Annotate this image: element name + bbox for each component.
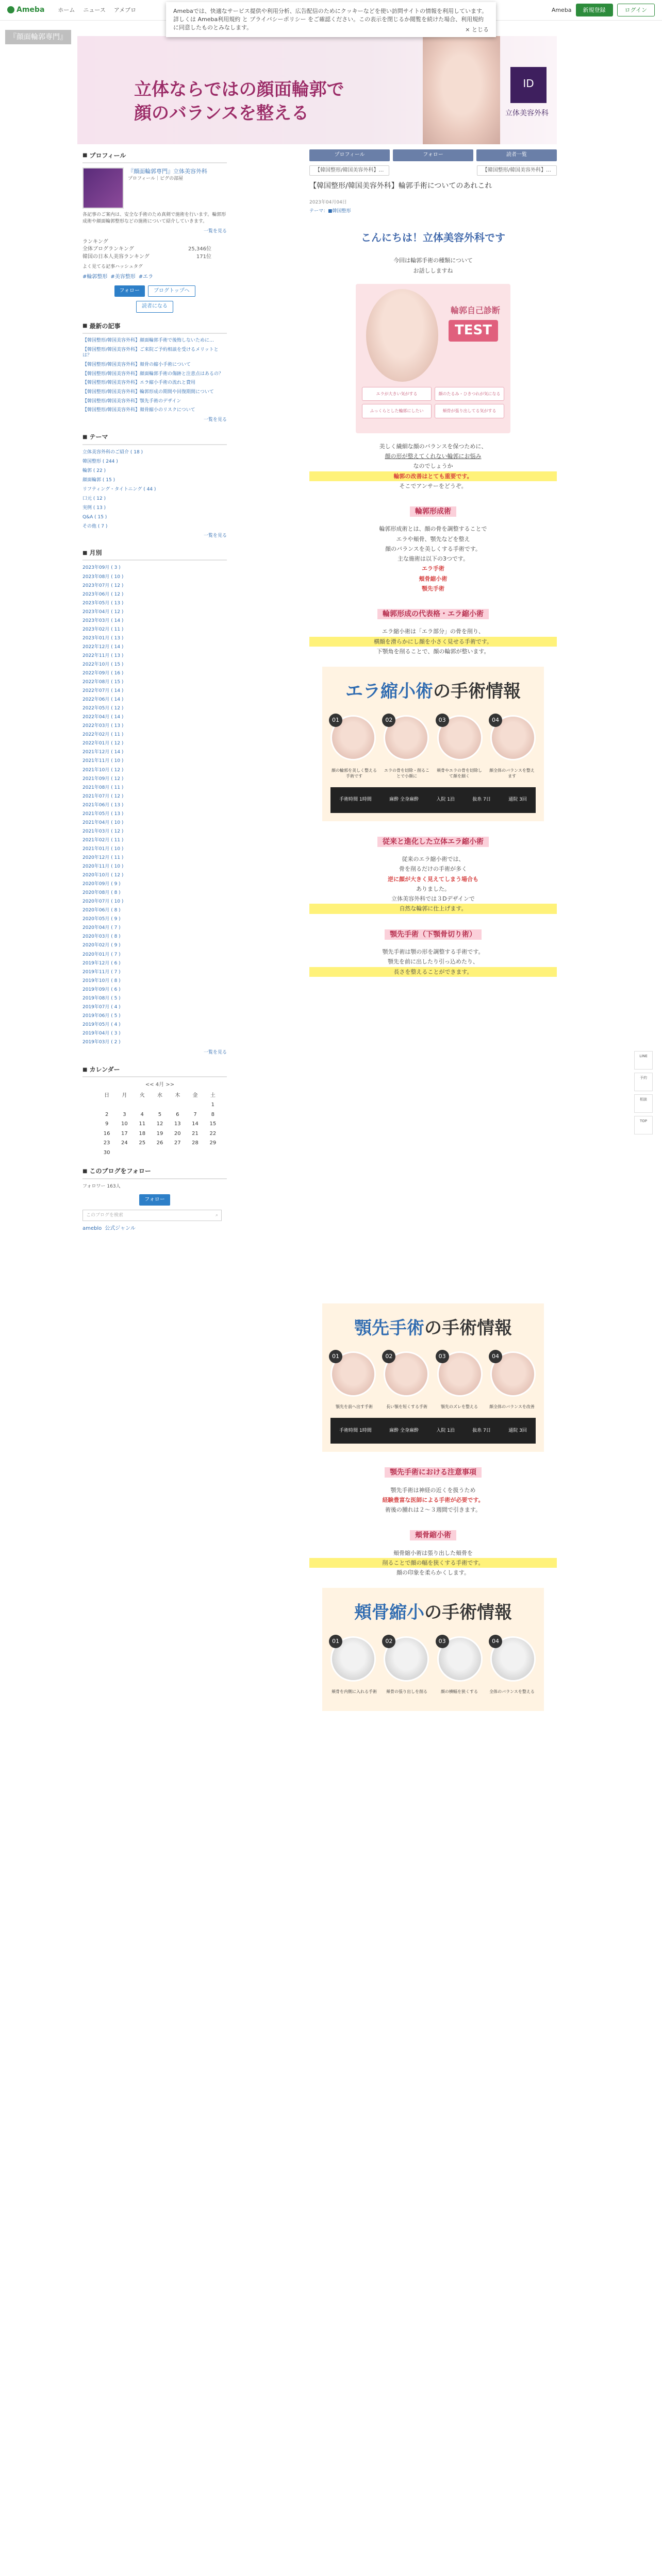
archive-link[interactable]: 2022年04月 ( 14 ) [82, 715, 124, 720]
face-image: 01 [330, 1351, 376, 1397]
paragraph: 顎先手術は神経の近くを扱うため 経験豊富な医師による手術が必要です。 術後の腫れは２〜３週間で引きます。 [382, 1486, 484, 1514]
archive-link[interactable]: 2023年03月 ( 14 ) [82, 618, 124, 623]
calendar-day[interactable]: 23 [103, 1140, 110, 1146]
banner-line1: 立体ならではの顔面輪郭で [134, 79, 344, 100]
archive-link[interactable]: 2022年05月 ( 12 ) [82, 706, 124, 711]
clinic-logo: ID [510, 67, 547, 103]
archive-link[interactable]: 2019年06月 ( 5 ) [82, 1013, 121, 1019]
theme-link[interactable]: 顔面輪郭 ( 15 ) [82, 477, 115, 483]
folder-icon: ■ [82, 434, 88, 440]
archive-link[interactable]: 2020年09月 ( 9 ) [82, 882, 121, 887]
cookie-banner [166, 2, 496, 37]
calendar-day[interactable]: 9 [105, 1121, 109, 1127]
follow-button[interactable]: フォロー [114, 285, 145, 297]
follow-heading: ■ このブログをフォロー [82, 1165, 227, 1179]
archive-link[interactable]: 2020年08月 ( 8 ) [82, 890, 121, 896]
archive-link[interactable]: 2023年04月 ( 12 ) [82, 609, 124, 615]
calendar-section [82, 1063, 227, 1158]
archive-link[interactable]: 2019年03月 ( 2 ) [82, 1039, 121, 1045]
calendar-day[interactable]: 26 [156, 1140, 163, 1146]
intro-paragraph: 今回は輪郭手術の種類について お話ししますね [393, 257, 473, 274]
banner-line2: 顔のバランスを整える [134, 103, 309, 124]
calendar [98, 1081, 222, 1158]
profile-more-link[interactable]: 一覧を見る [203, 229, 227, 234]
calendar-day[interactable]: 27 [174, 1140, 181, 1146]
follow-section [82, 1165, 227, 1232]
archive-heading: ■ 月別 [82, 547, 227, 561]
header-actions [552, 4, 655, 17]
face-image: 04 [490, 715, 536, 760]
paragraph: 美しく繊細な顔のバランスを保つために、 顔の形が整えてくれない輪郭にお悩み なのでしょうか 輪郭の改善はとても重要です。 そこでアンサーをどうぞ。 [309, 442, 557, 491]
follower-count[interactable]: フォロワー 163人 [82, 1183, 121, 1189]
archive-link[interactable]: 2020年10月 ( 12 ) [82, 873, 124, 878]
calendar-day[interactable]: 1 [211, 1102, 215, 1108]
calendar-day[interactable]: 12 [156, 1121, 163, 1127]
archive-link[interactable]: 2022年06月 ( 14 ) [82, 697, 124, 703]
test-option: エラが大きい気がする [362, 387, 432, 401]
pager [309, 165, 557, 176]
archive-link[interactable]: 2022年09月 ( 16 ) [82, 671, 124, 676]
hashtag-title: よく見てる記事ハッシュタグ [82, 264, 143, 270]
footer-link[interactable]: ameblo [82, 1226, 102, 1232]
test-option: 頬骨が張り出してる気がする [435, 404, 504, 418]
calendar-day[interactable]: 11 [139, 1121, 146, 1127]
archive-link[interactable]: 2022年11月 ( 13 ) [82, 653, 124, 658]
header-nav [58, 6, 136, 14]
archive-link[interactable]: 2020年11月 ( 10 ) [82, 864, 124, 870]
calendar-icon: ■ [82, 550, 88, 556]
nav-ameblo[interactable]: アメブロ [113, 6, 137, 13]
blog-title[interactable]: 『顔面輪郭専門』 [5, 30, 71, 44]
theme-link[interactable]: 実例 ( 13 ) [82, 505, 106, 511]
calendar-day[interactable] [186, 1148, 204, 1158]
model-face-image [423, 36, 500, 144]
archive-more-link[interactable]: 一覧を見る [203, 1050, 227, 1056]
calendar-day[interactable] [204, 1148, 222, 1158]
calendar-heading: ■ カレンダー [82, 1063, 227, 1077]
cookie-text: Amebaでは、快適なサービス提供や利用分析、広告配信のためにクッキーなどを使い訪問サイトの情報を利用しています。詳しくは Ameba利用規約 と プライバシーポリシー をご確認ください。この表示を閉じるか閲覧を続けた場合、利用規約に同意したものとみなします。 [173, 8, 488, 31]
calendar-day[interactable] [169, 1148, 186, 1158]
calendar-day[interactable] [115, 1100, 133, 1110]
hashtag[interactable]: #輪郭整形 [82, 274, 108, 280]
calendar-day[interactable] [151, 1148, 169, 1158]
calendar-day[interactable] [151, 1100, 169, 1110]
profile-icon: ■ [82, 152, 88, 159]
ranking-title: ランキング [82, 239, 108, 245]
nav-readers[interactable]: 読者一覧 [476, 149, 557, 161]
archive-link[interactable]: 2023年06月 ( 12 ) [82, 591, 124, 597]
clinic-name: 立体美容外科 [505, 109, 549, 117]
archive-link[interactable]: 2022年02月 ( 11 ) [82, 732, 124, 738]
card-info-strip: 手術時間 1時間 麻酔 全身麻酔 入院 1泊 抜糸 7日 通院 3回 [330, 1418, 536, 1444]
archive-link[interactable]: 2020年02月 ( 9 ) [82, 943, 121, 948]
calendar-day[interactable]: 5 [158, 1111, 162, 1117]
archive-link[interactable]: 2023年09月 ( 3 ) [82, 565, 121, 571]
archive-link[interactable]: 2019年10月 ( 8 ) [82, 978, 121, 984]
ameba-mark-icon [7, 6, 14, 13]
calendar-day[interactable]: 3 [123, 1111, 126, 1117]
calendar-day[interactable] [134, 1100, 151, 1110]
register-button[interactable]: 新規登録 [576, 4, 613, 17]
archive-link[interactable]: 2022年07月 ( 14 ) [82, 688, 124, 694]
calendar-day[interactable]: 14 [192, 1121, 198, 1127]
archive-link[interactable]: 2020年05月 ( 9 ) [82, 917, 121, 922]
calendar-day[interactable]: 8 [211, 1111, 215, 1117]
section-heading: 輪郭形成の代表格・エラ縮小術 [309, 609, 557, 619]
card-desc: 全体のバランスを整える [489, 1689, 535, 1694]
archive-link[interactable]: 2023年05月 ( 13 ) [82, 600, 124, 606]
recent-article-link[interactable]: 【韓国整形/韓国美容外科】顔面輪郭手術の傷跡と注意点はあるの？ [82, 371, 224, 377]
rank-row[interactable]: 韓国の日本人美容ランキング 171位 [82, 253, 211, 260]
card-desc: 顔の輪郭を美しく整える手術です [332, 768, 377, 778]
card-title: 顎先手術の手術情報 [354, 1317, 512, 1338]
profile-sub[interactable]: プロフィール｜ピグの部屋 [128, 176, 184, 182]
calendar-weekday: 土 [210, 1092, 216, 1098]
nav-follow[interactable]: フォロー [393, 149, 473, 161]
hashtag[interactable]: #エラ [138, 274, 154, 280]
global-header [0, 0, 662, 33]
calendar-day[interactable]: 20 [174, 1130, 181, 1137]
recent-article-link[interactable]: 【韓国整形/韓国美容外科】エラ縮小手術の流れと費用 [82, 380, 196, 386]
face-image: 04 [490, 1351, 536, 1397]
prev-article-link[interactable]: 【韓国整形/韓国美容外科】… [309, 165, 389, 176]
archive-link[interactable]: 2019年05月 ( 4 ) [82, 1022, 121, 1027]
theme-link[interactable]: 韓国整形 ( 244 ) [82, 459, 118, 464]
surgery-info-card [322, 1588, 544, 1710]
archive-link[interactable]: 2021年09月 ( 12 ) [82, 776, 124, 782]
archive-link[interactable]: 2020年06月 ( 8 ) [82, 908, 121, 913]
theme-link[interactable]: Q&A ( 15 ) [82, 514, 107, 520]
archive-link[interactable]: 2023年01月 ( 13 ) [82, 635, 124, 641]
surgery-info-card [322, 667, 544, 821]
skull-image: 01 [330, 1636, 376, 1682]
skull-image: 02 [384, 1636, 429, 1682]
section-heading: 輪郭形成術 [309, 506, 557, 517]
float-line-button[interactable]: LINE [634, 1051, 653, 1070]
user-icon: ■ [82, 1168, 88, 1174]
calendar-day[interactable] [186, 1100, 204, 1110]
calendar-day[interactable]: 28 [192, 1140, 198, 1146]
profile-heading: ■ プロフィール [82, 149, 227, 163]
profile-text: 各記事のご案内は、安全な手術のため真剣で施術を行います。輪郭形成術や顔面輪郭整形などの施術について紹介していきます。 [82, 212, 226, 225]
float-consult-button[interactable]: 相談 [634, 1094, 653, 1113]
face-image: 03 [437, 1351, 483, 1397]
calendar-icon: ■ [82, 1066, 88, 1073]
login-button[interactable]: ログイン [617, 4, 655, 17]
archive-link[interactable]: 2023年02月 ( 11 ) [82, 626, 124, 632]
theme-link[interactable]: その他 ( 7 ) [82, 523, 108, 529]
archive-link[interactable]: 2022年03月 ( 13 ) [82, 723, 124, 729]
recent-article-link[interactable]: 【韓国整形/韓国美容外科】ご来院ご予約相談を受けるメリットとは？ [82, 347, 219, 359]
theme-link[interactable]: 輪郭 ( 22 ) [82, 468, 106, 473]
test-badge: TEST [449, 320, 498, 342]
archive-link[interactable]: 2020年03月 ( 8 ) [82, 934, 121, 940]
theme-section [82, 431, 227, 539]
archive-link[interactable]: 2022年01月 ( 12 ) [82, 741, 124, 747]
recent-article-link[interactable]: 【韓国整形/韓国美容外科】輪郭形成の期間や回復期間について [82, 389, 214, 395]
article-column [309, 149, 557, 1721]
ranking [82, 239, 227, 261]
card-desc: 顎先のズレを整える [441, 1404, 478, 1410]
test-option: ふっくらとした輪郭にしたい [362, 404, 432, 418]
theme-link[interactable]: リフティング・タイトニング ( 44 ) [82, 486, 156, 492]
recent-more-link[interactable]: 一覧を見る [203, 417, 227, 423]
section-heading: 従来と進化した立体エラ縮小術 [309, 837, 557, 847]
nav-profile[interactable]: プロフィール [309, 149, 390, 161]
archive-link[interactable]: 2021年01月 ( 10 ) [82, 846, 124, 852]
card-desc: 頬骨の張り出しを削る [386, 1689, 427, 1694]
search-input[interactable]: このブログを検索 ⌕ [82, 1210, 222, 1221]
archive-section [82, 547, 227, 1056]
section-heading: 顎先手術における注意事項 [309, 1467, 557, 1478]
archive-link[interactable]: 2019年11月 ( 7 ) [82, 969, 121, 975]
blog-header-banner[interactable] [77, 36, 557, 144]
skull-image: 04 [490, 1636, 536, 1682]
calendar-day[interactable]: 2 [105, 1111, 109, 1117]
archive-link[interactable]: 2020年01月 ( 7 ) [82, 952, 121, 957]
theme-link[interactable]: 立体美容外科のご紹介 ( 18 ) [82, 449, 143, 455]
face-image: 01 [330, 715, 376, 760]
calendar-day[interactable]: 7 [193, 1111, 197, 1117]
skull-image: 03 [437, 1636, 483, 1682]
calendar-day[interactable]: 17 [121, 1130, 128, 1137]
archive-link[interactable]: 2020年04月 ( 7 ) [82, 925, 121, 931]
card-desc: 頬骨を内側に入れる手術 [332, 1689, 377, 1694]
calendar-day[interactable] [115, 1148, 133, 1158]
archive-link[interactable]: 2023年07月 ( 12 ) [82, 583, 124, 588]
card-desc: エラの骨を切除・削ることで小顔に [384, 768, 429, 778]
rank-row[interactable]: 全体ブログランキング 25,346位 [82, 246, 211, 252]
archive-link[interactable]: 2019年12月 ( 6 ) [82, 960, 121, 966]
card-info-strip: 手術時間 1時間 麻酔 全身麻酔 入院 1泊 抜糸 7日 通院 3回 [330, 787, 536, 813]
model-face-image [366, 289, 438, 382]
paragraph: 顎先手術は顎の形を調整する手術です。 顎先を前に出したり引っ込めたり、 長さを整えることができます。 [309, 947, 557, 977]
calendar-day[interactable]: 24 [121, 1140, 128, 1146]
paragraph: 従来のエラ縮小術では、 骨を削るだけの手術が多く 逆に顔が大きく見えてしまう場合も ありました。 立体美容外科では３Dデザインで 自然な輪郭に仕上げます。 [309, 854, 557, 914]
article-theme[interactable]: テーマ：■韓国整形 [309, 209, 351, 214]
recent-heading: ■ 最新の記事 [82, 320, 227, 334]
calendar-day[interactable]: 25 [139, 1140, 146, 1146]
card-desc: 顔全体のバランスを整えます [489, 768, 535, 778]
self-test-image [356, 284, 510, 433]
recent-article-link[interactable]: 【韓国整形/韓国美容外科】顔面輪郭手術で後悔しないために… [82, 337, 214, 343]
footer-link[interactable]: 公式ジャンル [105, 1226, 136, 1232]
greeting-heading: こんにちは！立体美容外科です [361, 231, 505, 244]
hashtags [82, 274, 227, 281]
calendar-day[interactable]: 10 [121, 1121, 128, 1127]
card-desc: 顔の横幅を狭くする [441, 1689, 478, 1694]
calendar-day[interactable]: 30 [103, 1149, 110, 1156]
archive-link[interactable]: 2022年08月 ( 15 ) [82, 680, 124, 685]
float-top-button[interactable]: TOP [634, 1116, 653, 1134]
calendar-month[interactable]: << 4月 >> [145, 1082, 175, 1088]
calendar-weekday: 日 [104, 1092, 110, 1098]
calendar-day[interactable] [98, 1100, 115, 1110]
calendar-day[interactable]: 29 [209, 1140, 217, 1146]
calendar-day[interactable]: 6 [176, 1111, 179, 1117]
theme-more-link[interactable]: 一覧を見る [203, 533, 227, 539]
archive-link[interactable]: 2021年02月 ( 11 ) [82, 837, 124, 843]
card-desc: 長い顎を短くする手術 [386, 1404, 427, 1410]
surgery-info-card [322, 1303, 544, 1452]
theme-heading: ■ テーマ [82, 431, 227, 445]
section-heading: 顎先手術（下顎骨切り術） [309, 929, 557, 940]
test-label: 輪郭自己診断 [450, 305, 500, 315]
archive-link[interactable]: 2021年11月 ( 10 ) [82, 758, 124, 764]
calendar-day[interactable]: 13 [174, 1121, 181, 1127]
face-image: 02 [384, 715, 429, 760]
recent-article-link[interactable]: 【韓国整形/韓国美容外科】顎先手術のデザイン [82, 398, 181, 404]
archive-link[interactable]: 2019年08月 ( 5 ) [82, 995, 121, 1001]
recent-article-link[interactable]: 【韓国整形/韓国美容外科】頬骨縮小のリスクについて [82, 408, 195, 413]
card-desc: 顎先を前へ出す手術 [336, 1404, 373, 1410]
recent-article-link[interactable]: 【韓国整形/韓国美容外科】頬骨の縮小手術について [82, 362, 191, 368]
hashtag[interactable]: #美容整形 [110, 274, 136, 280]
archive-link[interactable]: 2021年05月 ( 13 ) [82, 811, 124, 817]
profile-section [82, 149, 227, 313]
recent-section [82, 320, 227, 424]
archive-link[interactable]: 2022年12月 ( 14 ) [82, 644, 124, 650]
calendar-day[interactable]: 16 [103, 1130, 110, 1137]
ameba-logo[interactable]: Ameba [7, 5, 44, 15]
calendar-day[interactable]: 15 [209, 1121, 217, 1127]
blog-nav [309, 149, 557, 161]
next-article-link[interactable]: 【韓国整形/韓国美容外科】… [477, 165, 557, 176]
face-image: 02 [384, 1351, 429, 1397]
theme-link[interactable]: 口元 ( 12 ) [82, 496, 106, 501]
nav-news[interactable]: ニュース [83, 6, 106, 13]
calendar-day[interactable]: 4 [140, 1111, 144, 1117]
archive-link[interactable]: 2019年04月 ( 3 ) [82, 1030, 121, 1036]
calendar-day[interactable] [169, 1100, 186, 1110]
calendar-weekday: 火 [139, 1092, 145, 1098]
list-icon: ■ [82, 323, 88, 329]
calendar-weekday: 金 [192, 1092, 198, 1098]
archive-link[interactable]: 2019年09月 ( 6 ) [82, 987, 121, 992]
card-desc: 顔全体のバランスを改善 [489, 1404, 535, 1410]
cookie-close-button[interactable]: × とじる [465, 26, 489, 33]
reader-button[interactable]: 読者になる [136, 301, 173, 313]
nav-home[interactable]: ホーム [58, 6, 75, 13]
archive-link[interactable]: 2021年06月 ( 13 ) [82, 802, 124, 808]
float-reserve-button[interactable]: 予約 [634, 1073, 653, 1091]
archive-link[interactable]: 2020年12月 ( 11 ) [82, 855, 124, 860]
card-title: 頬骨縮小の手術情報 [354, 1602, 512, 1623]
card-title: エラ縮小術の手術情報 [345, 681, 521, 702]
card-desc: 頬骨やエラの骨を切除して顔を細く [437, 768, 482, 778]
archive-link[interactable]: 2021年07月 ( 12 ) [82, 793, 124, 799]
archive-link[interactable]: 2020年07月 ( 10 ) [82, 899, 124, 905]
article-date: 2023年04月04日 [309, 200, 347, 206]
paragraph: 輪郭形成術とは、顔の骨を調整することで エラや頬骨、顎先などを整え 顔のバランスを美しくする手術です。 主な施術は以下の3つです。 エラ手術 頬骨縮小術 顎先手術 [379, 526, 487, 592]
floating-buttons [634, 1051, 655, 1138]
archive-link[interactable]: 2019年07月 ( 4 ) [82, 1004, 121, 1010]
article-title[interactable]: 【韓国整形/韓国美容外科】輪郭手術についてのあれこれ [309, 182, 492, 190]
archive-link[interactable]: 2021年08月 ( 11 ) [82, 785, 124, 790]
sidebar [82, 149, 227, 1237]
paragraph: エラ縮小術は「エラ部分」の骨を削り、 横顔を滑らかにし顔を小さく見せる手術です。 下顎角を削ることで、顔の輪郭が整います。 [309, 626, 557, 656]
paragraph: 頬骨縮小術は張り出した頬骨を 削ることで顔の幅を狭くする手術です。 顔の印象を柔らかくします。 [309, 1548, 557, 1578]
face-image: 03 [437, 715, 483, 760]
archive-link[interactable]: 2021年10月 ( 12 ) [82, 767, 124, 773]
archive-link[interactable]: 2021年12月 ( 14 ) [82, 750, 124, 755]
calendar-day[interactable]: 21 [192, 1130, 198, 1137]
archive-link[interactable]: 2021年04月 ( 10 ) [82, 820, 124, 825]
profile-name[interactable]: 『顔面輪郭専門』立体美容外科 [128, 168, 207, 175]
header-top-link[interactable]: Ameba [551, 6, 572, 13]
archive-link[interactable]: 2022年10月 ( 15 ) [82, 662, 124, 667]
calendar-weekday: 水 [157, 1092, 162, 1098]
search-icon[interactable]: ⌕ [215, 1212, 218, 1218]
calendar-day[interactable]: 18 [139, 1130, 146, 1137]
blog-top-button[interactable]: ブログトップへ [148, 285, 195, 297]
archive-link[interactable]: 2021年03月 ( 12 ) [82, 828, 124, 834]
archive-link[interactable]: 2023年08月 ( 10 ) [82, 574, 124, 580]
calendar-day[interactable]: 22 [209, 1130, 217, 1137]
test-option: 顔のたるみ・ひきつれが気になる [435, 387, 504, 401]
section-heading: 頬骨縮小術 [309, 1530, 557, 1540]
avatar[interactable] [82, 167, 124, 209]
calendar-weekday: 木 [175, 1092, 180, 1098]
calendar-day[interactable] [134, 1148, 151, 1158]
follow-button-2[interactable]: フォロー [139, 1194, 170, 1206]
calendar-day[interactable]: 19 [156, 1130, 163, 1137]
calendar-weekday: 月 [122, 1092, 127, 1098]
